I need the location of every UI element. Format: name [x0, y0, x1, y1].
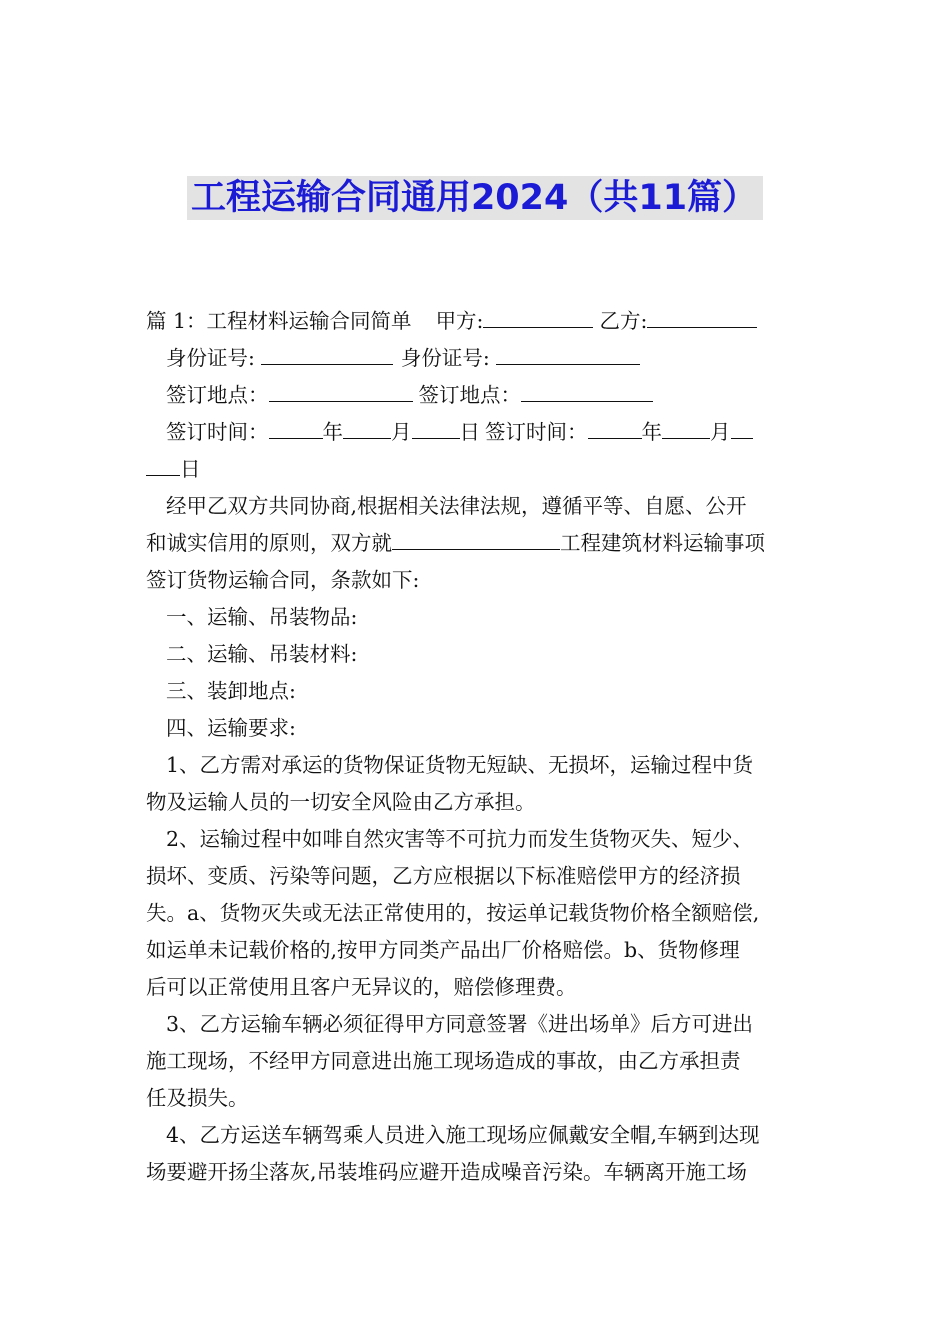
header-line-3	[146, 377, 810, 414]
intro-line-3	[146, 562, 810, 599]
day-label: 日	[180, 457, 201, 481]
document-body	[146, 303, 810, 1191]
day-label: 日	[459, 420, 480, 444]
intro-text: 工程建筑材料运输事项	[560, 531, 765, 555]
month-blank-b	[662, 416, 710, 439]
year-blank-b	[588, 416, 642, 439]
id-blank-b	[496, 342, 640, 365]
clause-line: 失。a、货物灭失或无法正常使用的，按运单记载货物价格全额赔偿,	[146, 901, 760, 925]
clause-line: 损坏、变质、污染等问题，乙方应根据以下标准赔偿甲方的经济损	[146, 864, 741, 888]
id-label-b: 身份证号:	[400, 346, 490, 370]
clause-1	[146, 747, 810, 821]
time-label-a: 签订时间：	[166, 420, 269, 444]
clause-line: 2、运输过程中如啡自然灾害等不可抗力而发生货物灭失、短少、	[166, 827, 754, 851]
place-blank-b	[521, 379, 653, 402]
place-blank-a	[269, 379, 413, 402]
header-line-2	[146, 340, 810, 377]
year-label: 年	[641, 420, 662, 444]
id-blank-a	[261, 342, 393, 365]
section-heading: 二、运输、吊装材料:	[166, 642, 358, 666]
party-a-label: 甲方:	[435, 309, 484, 333]
title-block	[0, 176, 950, 220]
clause-line: 后可以正常使用且客户无异议的，赔偿修理费。	[146, 975, 577, 999]
clause-2	[146, 821, 810, 1006]
month-label: 月	[391, 420, 412, 444]
clause-4	[146, 1117, 810, 1191]
place-label-b: 签订地点：	[418, 383, 521, 407]
month-label: 月	[710, 420, 731, 444]
header-line-4	[146, 414, 810, 451]
section-heading: 一、运输、吊装物品:	[166, 605, 358, 629]
intro-text: 经甲乙双方共同协商,根据相关法律法规，遵循平等、自愿、公开	[166, 494, 747, 518]
section-heading: 四、运输要求:	[166, 716, 296, 740]
section-heading: 三、装卸地点:	[166, 679, 296, 703]
year-blank-a	[269, 416, 323, 439]
intro-line-1	[146, 488, 810, 525]
party-a-blank	[483, 305, 593, 328]
party-b-label: 乙方:	[599, 309, 648, 333]
clause-line: 施工现场，不经甲方同意进出施工现场造成的事故，由乙方承担责	[146, 1049, 741, 1073]
clause-line: 如运单未记载价格的,按甲方同类产品出厂价格赔偿。b、货物修理	[146, 938, 740, 962]
party-b-blank	[647, 305, 757, 328]
intro-text: 和诚实信用的原则，双方就	[146, 531, 392, 555]
month-blank-a	[343, 416, 391, 439]
clause-3	[146, 1006, 810, 1117]
day-blank-b-start	[731, 416, 753, 439]
year-label: 年	[322, 420, 343, 444]
intro-line-2	[146, 525, 810, 562]
article-heading: 篇 1：工程材料运输合同简单	[146, 309, 412, 333]
day-blank-b-end	[146, 453, 180, 476]
clause-line: 4、乙方运送车辆驾乘人员进入施工现场应佩戴安全帽,车辆到达现	[166, 1123, 760, 1147]
clause-line: 1、乙方需对承运的货物保证货物无短缺、无损坏，运输过程中货	[166, 753, 754, 777]
document-title: 工程运输合同通用2024（共11篇）	[187, 176, 763, 220]
place-label-a: 签订地点：	[166, 383, 269, 407]
clause-line: 3、乙方运输车辆必须征得甲方同意签署《进出场单》后方可进出	[166, 1012, 754, 1036]
header-line-5	[146, 451, 810, 488]
project-name-blank	[392, 527, 560, 550]
time-label-b: 签订时间：	[485, 420, 588, 444]
clause-line: 任及损失。	[146, 1086, 249, 1110]
day-blank-a	[412, 416, 460, 439]
clause-line: 场要避开扬尘落灰,吊装堆码应避开造成噪音污染。车辆离开施工场	[146, 1160, 748, 1184]
id-label-a: 身份证号:	[166, 346, 255, 370]
header-line-1	[146, 303, 810, 340]
intro-text: 签订货物运输合同，条款如下:	[146, 568, 420, 592]
clause-line: 物及运输人员的一切安全风险由乙方承担。	[146, 790, 536, 814]
